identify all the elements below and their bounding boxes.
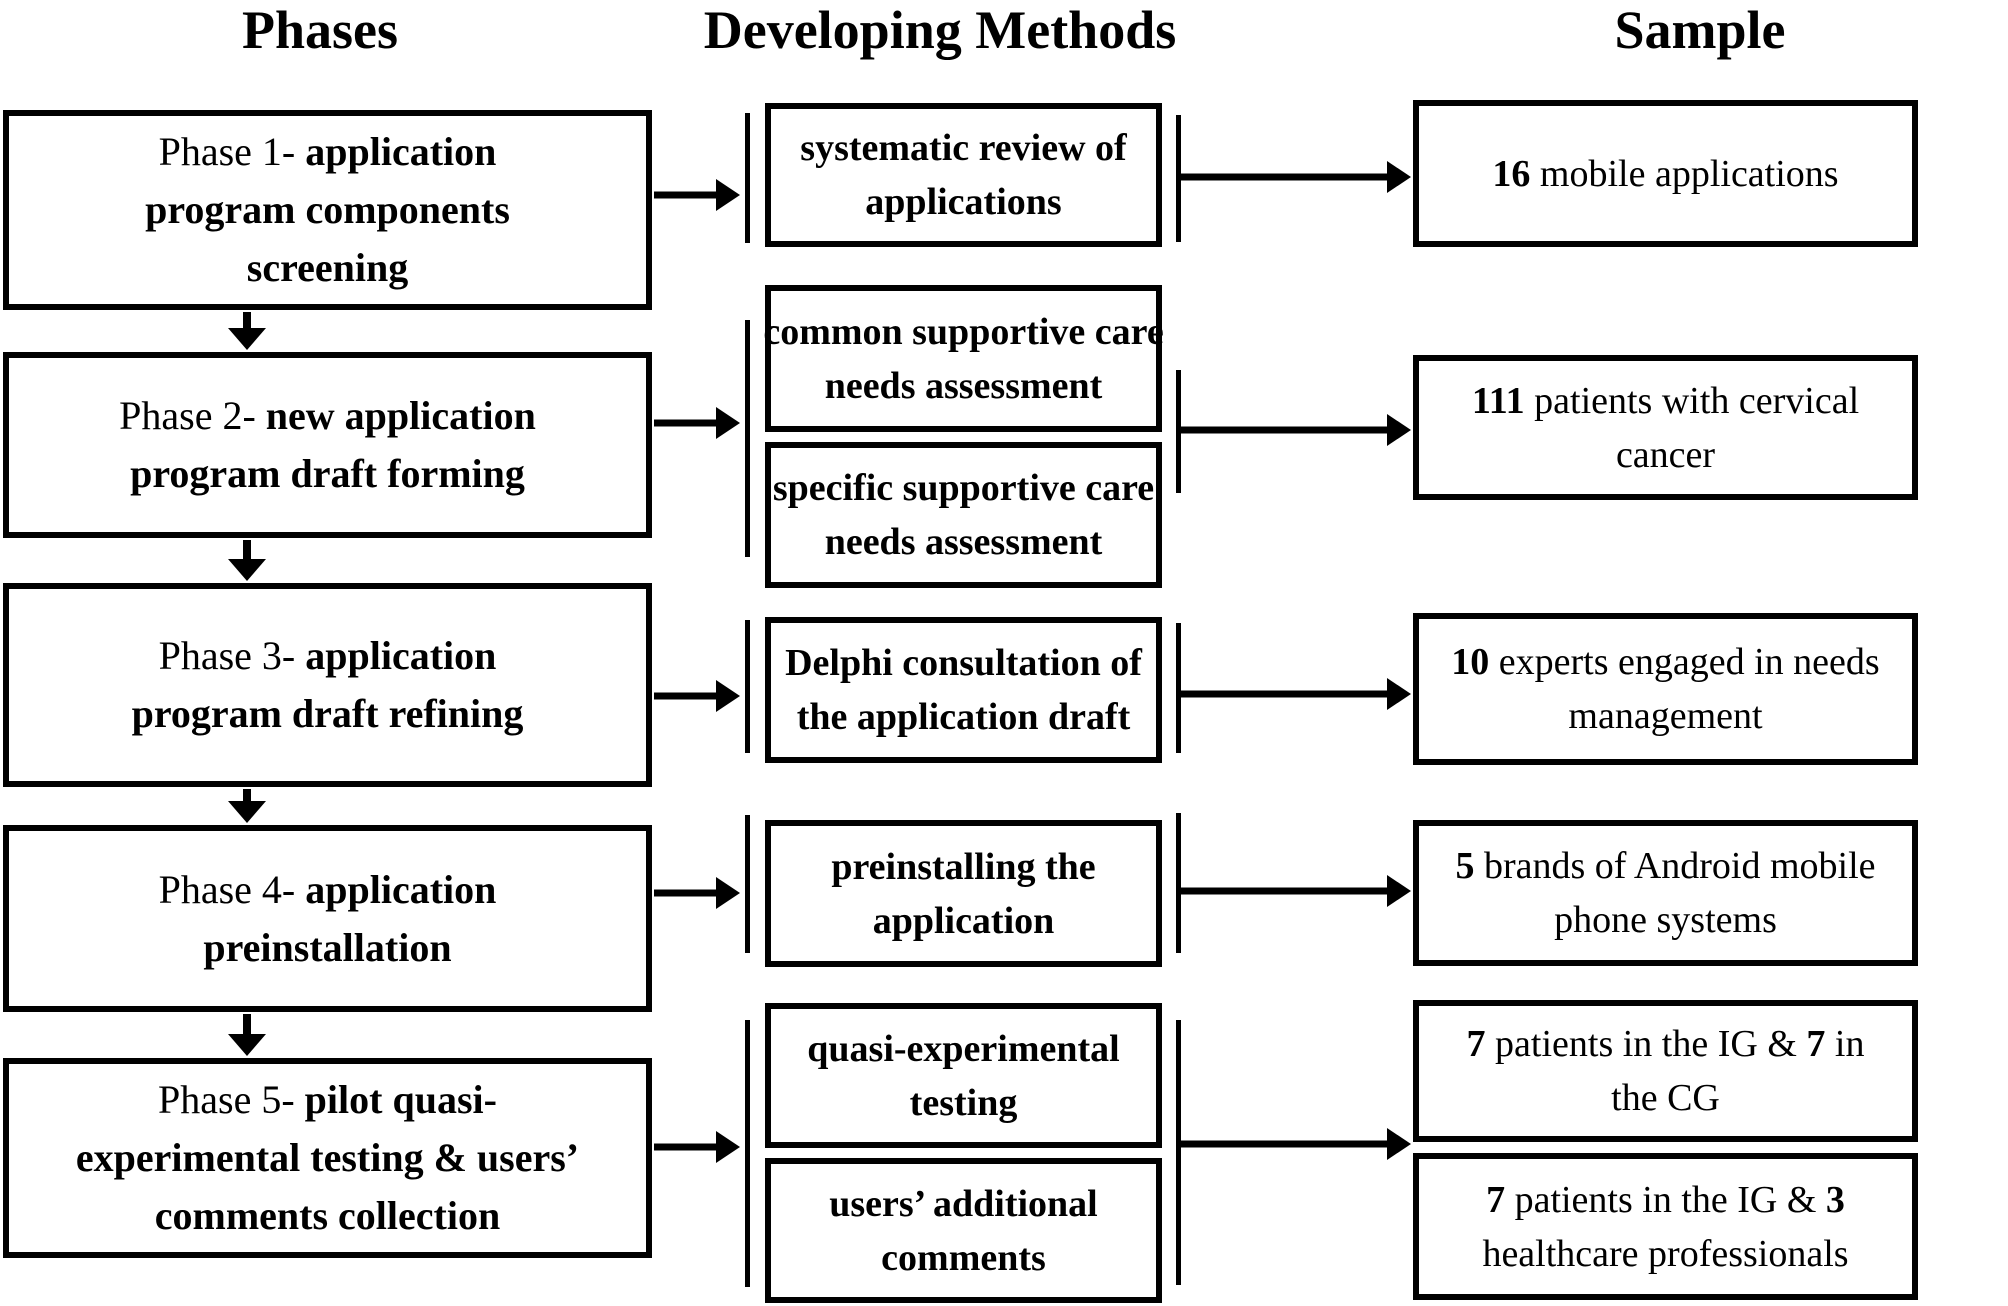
- phase-4-box: [3, 825, 652, 1012]
- arrow-phase3-to-method: [654, 679, 740, 713]
- sample-cervical-patients-label: 111 patients with cervical cancer: [1471, 379, 1860, 476]
- sample-cervical-patients-box: [1413, 355, 1918, 500]
- sample-ig-professionals-label: 7 patients in the IG & 3 healthcare professionals: [1482, 1178, 1849, 1275]
- column-header-sample: Sample: [1614, 0, 1786, 60]
- arrow-method5-to-sample: [1181, 1127, 1411, 1161]
- phase-5-box: [3, 1058, 652, 1258]
- arrow-down-phase4-phase5: [226, 1014, 268, 1056]
- arrow-phase5-to-method: [654, 1130, 740, 1164]
- phase-1-box: [3, 110, 652, 310]
- method-bracket-left-row4: [745, 815, 750, 953]
- sample-mobile-applications-label: 16 mobile applications: [1492, 152, 1839, 195]
- method-quasi-experimental-box: [765, 1003, 1162, 1148]
- phase-1-label: Phase 1- application program components screening: [145, 129, 510, 290]
- phase-5-label: Phase 5- pilot quasi- experimental testing & users’ comments collection: [75, 1077, 580, 1238]
- arrow-method4-to-sample: [1181, 874, 1411, 908]
- sample-android-brands-label: 5 brands of Android mobile phone systems: [1455, 845, 1876, 941]
- method-preinstalling-label: preinstalling the application: [831, 845, 1096, 942]
- method-common-needs-label: common supportive care needs assessment: [763, 310, 1164, 407]
- method-specific-needs-label: specific supportive care needs assessment: [772, 467, 1155, 563]
- method-users-comments-box: [765, 1158, 1162, 1303]
- column-header-developing-methods: Developing Methods: [703, 0, 1177, 60]
- method-users-comments-label: users’ additional comments: [829, 1182, 1098, 1279]
- sample-mobile-applications-box: [1413, 100, 1918, 247]
- method-systematic-review-box: [765, 103, 1162, 247]
- arrow-phase4-to-method: [654, 876, 740, 910]
- method-delphi-box: [765, 617, 1162, 763]
- method-common-needs-box: [765, 285, 1162, 432]
- phase-2-label: Phase 2- new application program draft forming: [119, 393, 536, 496]
- arrow-phase2-to-method: [654, 406, 740, 440]
- arrow-down-phase3-phase4: [226, 789, 268, 823]
- phase-3-label: Phase 3- application program draft refining: [131, 633, 524, 736]
- arrow-down-phase1-phase2: [226, 312, 268, 350]
- method-systematic-review-label: systematic review of applications: [800, 127, 1127, 223]
- method-bracket-left-row1: [745, 113, 750, 243]
- method-specific-needs-box: [765, 442, 1162, 588]
- sample-experts-box: [1413, 613, 1918, 765]
- method-quasi-experimental-label: quasi-experimental testing: [807, 1027, 1120, 1124]
- phase-2-box: [3, 352, 652, 538]
- sample-ig-cg-patients-label: 7 patients in the IG & 7 in the CG: [1466, 1023, 1865, 1119]
- phase-4-label: Phase 4- application preinstallation: [158, 866, 497, 970]
- arrow-method2-to-sample: [1181, 413, 1411, 447]
- method-bracket-left-row3: [745, 620, 750, 753]
- method-bracket-left-row5: [745, 1020, 750, 1287]
- arrow-phase1-to-method: [654, 178, 740, 212]
- phase-3-box: [3, 583, 652, 787]
- arrow-down-phase2-phase3: [226, 540, 268, 581]
- sample-experts-label: 10 experts engaged in needs management: [1451, 641, 1880, 737]
- arrow-method3-to-sample: [1181, 677, 1411, 711]
- arrow-method1-to-sample: [1181, 160, 1411, 194]
- sample-android-brands-box: [1413, 820, 1918, 966]
- sample-ig-cg-patients-box: [1413, 1000, 1918, 1142]
- method-preinstalling-box: [765, 820, 1162, 967]
- method-delphi-label: Delphi consultation of the application draft: [785, 642, 1142, 738]
- sample-ig-professionals-box: [1413, 1153, 1918, 1300]
- method-bracket-left-row2: [745, 320, 750, 557]
- column-header-phases: Phases: [241, 0, 398, 60]
